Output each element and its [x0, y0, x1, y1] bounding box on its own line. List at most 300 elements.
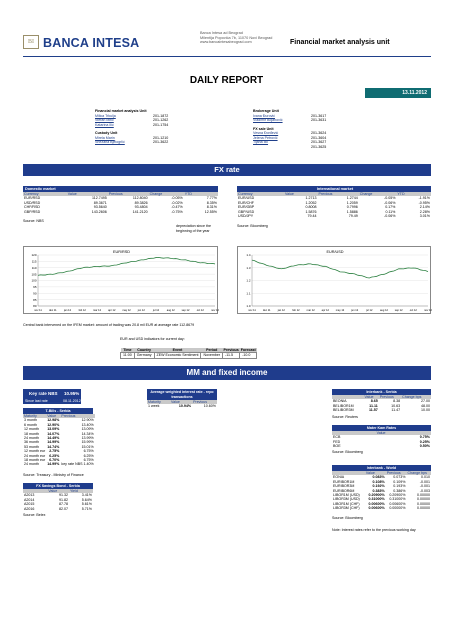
column-header: Period: [206, 348, 218, 352]
weighted-rate-header: Average weighted interest rate - repo transactions: [147, 389, 217, 400]
table-cell: GBP/USD: [238, 209, 255, 214]
international-market-header: International market: [237, 186, 431, 192]
table-cell: 6.75%: [83, 458, 94, 463]
table-cell: -11.5: [223, 353, 240, 358]
contacts-right-heading: FX sale Unit: [253, 126, 274, 131]
x-tick-label: may 12: [122, 309, 131, 312]
y-tick-label: 1.4: [246, 253, 251, 258]
weighted-rate-table: [147, 400, 217, 409]
table-cell: 0.083%: [372, 475, 385, 480]
table-cell: 13.09%: [47, 427, 60, 432]
y-tick-label: 100: [31, 278, 37, 283]
contacts-right: [253, 109, 353, 153]
x-tick-label: jul 12: [152, 309, 160, 312]
table-row: [332, 506, 431, 510]
table-cell: 0.00000%: [389, 506, 406, 511]
interbank-world-table: [332, 471, 431, 511]
table-cell: FED: [333, 439, 341, 444]
fx-indicators-title: EUR and USD indicators for current day:: [120, 337, 185, 341]
key-rate-since: [23, 399, 81, 404]
international-market-table: [237, 192, 431, 218]
x-tick-label: jun 12: [137, 309, 145, 312]
table-cell: 1.2052: [305, 200, 317, 205]
table-cell: 18 month eur: [24, 458, 46, 463]
column-header: YTD: [397, 192, 405, 196]
table-cell: EURIBOR6M: [333, 488, 355, 493]
eur-rsd-chart-svg: [24, 247, 219, 315]
contact-row: [95, 140, 195, 145]
table-row: [121, 353, 257, 358]
table-cell: EONIA: [333, 475, 345, 480]
domestic-market-table: [23, 192, 218, 214]
table-cell: 14.99%: [47, 440, 60, 445]
table-cell: 91.82: [58, 497, 68, 502]
mm-fixed-income-band: MM and fixed income: [23, 366, 431, 380]
x-tick-label: apr 12: [108, 309, 116, 312]
contact-name-link[interactable]: Vladimir Bojanović: [253, 118, 283, 122]
table-cell: key rate NBS 1.40%: [61, 462, 94, 467]
column-header: Previous: [379, 395, 394, 399]
table-cell: 91.32: [58, 493, 68, 498]
table-cell: CHF/RSD: [24, 205, 40, 210]
x-tick-label: mar 12: [92, 309, 102, 312]
table-cell: 6.75%: [83, 449, 94, 454]
report-title: DAILY REPORT: [189, 75, 264, 86]
table-cell: 0.00000: [417, 493, 430, 498]
address-line: www.bancaintesabeograd.com: [200, 40, 252, 45]
x-tick-label: apr 12: [321, 309, 330, 312]
x-tick-label: nov 12: [211, 309, 219, 312]
table-cell: LIBOR1M (CHF): [333, 501, 360, 506]
x-tick-label: jan 12: [63, 309, 72, 312]
table-cell: 0.00000: [417, 501, 430, 506]
table-cell: 5.61%: [81, 502, 92, 507]
table-cell: EUR/GBP: [238, 205, 255, 210]
table-cell: 14.34%: [81, 431, 94, 436]
table-row: [23, 449, 95, 453]
table-cell: 8.38: [393, 399, 401, 404]
table-cell: 0.75%: [419, 435, 430, 440]
key-rate-since-date: 08.11.2012: [63, 399, 81, 403]
table-cell: 12.98%: [47, 418, 60, 423]
international-source: Source: Bloomberg: [237, 224, 268, 228]
table-cell: 1.2059: [346, 200, 358, 205]
interbank-world-source: Source: Bloomberg: [332, 516, 363, 520]
table-cell: 5.64%: [81, 497, 92, 502]
chart-title: EUR/USD: [326, 250, 344, 254]
eur-usd-chart: [237, 246, 431, 314]
table-cell: EURIBOR1M: [333, 479, 355, 484]
column-header: Value: [171, 400, 180, 404]
table-cell: 48.00: [421, 403, 430, 408]
interbank-serbia-source: Source: Reuters: [332, 415, 358, 419]
table-cell: 14.49%: [47, 436, 60, 441]
table-cell: 5.71%: [81, 506, 92, 511]
table-cell: 24 month: [24, 436, 39, 441]
table-cell: BOE: [333, 444, 341, 449]
y-tick-label: 1.1: [246, 291, 251, 296]
table-cell: LIBOR1M (USD): [333, 493, 360, 498]
column-header: Value: [284, 192, 294, 196]
x-tick-label: oct 12: [409, 309, 417, 312]
table-cell: 12.90%: [81, 418, 94, 423]
table-cell: 11.47: [391, 408, 401, 413]
table-cell: 14.07%: [47, 431, 60, 436]
table-cell: -1.91%: [418, 196, 430, 201]
column-header: Value: [376, 431, 386, 435]
column-header: Value: [48, 489, 58, 493]
table-cell: ECB: [333, 435, 341, 440]
table-cell: 10.94%: [178, 404, 192, 409]
table-cell: 14.74%: [47, 444, 60, 449]
x-tick-label: nov 12: [424, 309, 432, 312]
contact-phone: 201-3622: [153, 140, 169, 144]
table-cell: 0.11%: [385, 209, 396, 214]
x-tick-label: dec 11: [262, 309, 271, 312]
table-cell: -0.001: [419, 484, 430, 489]
contact-phone: 201-1872: [153, 113, 169, 118]
x-tick-label: dec 11: [48, 309, 57, 312]
table-cell: 93.5640: [93, 205, 107, 210]
table-cell: 36 month: [24, 440, 39, 445]
table-cell: 0.010: [421, 475, 430, 480]
column-header: Country: [137, 348, 152, 352]
column-header: Change: [359, 192, 373, 196]
table-cell: -0.47%: [171, 205, 183, 210]
x-tick-label: feb 12: [78, 309, 86, 312]
contact-name-link[interactable]: Mirela Marin: [95, 135, 115, 140]
table-cell: BELIBOR1M: [333, 403, 354, 408]
y-tick-label: 1.0: [246, 304, 251, 309]
column-header: Previous: [386, 471, 401, 475]
table-cell: -0.95%: [418, 200, 430, 205]
column-header: Change bps: [402, 395, 422, 399]
table-cell: 11.57: [368, 408, 378, 413]
report-date: 13.11.2012: [365, 88, 431, 98]
contact-name-link[interactable]: Tijana Ilić: [253, 140, 269, 144]
interest-rate-note: Note: Interest rates refer to the previous working day: [332, 528, 416, 532]
table-cell: GBP/RSD: [24, 209, 41, 214]
table-cell: 1.5886: [346, 209, 358, 214]
table-cell: 1.2744: [346, 196, 358, 201]
header-divider: [23, 56, 431, 57]
table-cell: A2014: [24, 497, 35, 502]
logo-mark: BI: [23, 35, 39, 49]
x-tick-label: aug 12: [166, 309, 175, 312]
table-cell: 112.7495: [91, 196, 107, 201]
x-tick-label: oct 12: [196, 309, 204, 312]
interbank-world-header: Interbank - World: [332, 465, 431, 471]
table-cell: 79.44: [307, 214, 317, 219]
contact-name-link[interactable]: Ivana Đurović: [253, 113, 275, 118]
table-cell: 3.01%: [419, 214, 430, 219]
table-cell: 3 month: [24, 418, 37, 423]
table-cell: 11.11: [369, 403, 378, 408]
table-cell: 0.25%: [419, 439, 430, 444]
table-cell: 12.55%: [204, 209, 217, 214]
y-tick-label: 85: [33, 297, 37, 302]
table-cell: ZEW Economic Sentiment: [154, 353, 201, 358]
domestic-market-header: Domestic market: [23, 186, 218, 192]
eur-rsd-chart: [23, 246, 218, 314]
table-cell: 3.41%: [81, 493, 92, 498]
contact-phone: 201-3617: [311, 113, 327, 118]
table-cell: 0.00600%: [389, 501, 406, 506]
table-cell: 0.00000: [417, 497, 430, 502]
contact-phone: 201-1262: [153, 118, 169, 122]
y-tick-label: 95: [33, 285, 37, 290]
table-cell: 8.31%: [206, 205, 217, 210]
table-cell: 1.2713: [305, 196, 317, 201]
table-cell: 0.20900%: [368, 493, 385, 498]
tbills-source: Source: Treasury - Ministry of Finance: [23, 473, 84, 477]
table-cell: 8.35%: [206, 200, 217, 205]
table-cell: 0.383%: [372, 488, 385, 493]
table-cell: 0.109%: [393, 479, 406, 484]
table-cell: 89.3671: [93, 200, 107, 205]
table-row: [23, 502, 93, 506]
contacts-left-heading: Financial market analysis Unit: [95, 109, 147, 113]
column-header: Previous: [318, 192, 333, 196]
x-tick-label: may 12: [335, 309, 345, 312]
column-header: Maturity: [148, 400, 161, 404]
y-tick-label: 1.3: [246, 265, 251, 270]
table-cell: BELIBOR3M: [333, 408, 354, 413]
contact-phone: 201-3631: [311, 118, 327, 122]
table-cell: 93.4804: [134, 205, 148, 210]
table-cell: 18 month: [24, 431, 39, 436]
y-tick-label: 105: [31, 272, 37, 277]
table-cell: 0.192%: [372, 484, 385, 489]
key-rate-label: Key rate NBS: [29, 391, 58, 396]
y-tick-label: 120: [31, 253, 37, 258]
column-header: YTD: [184, 192, 192, 196]
table-cell: November: [201, 353, 223, 358]
contact-name-link[interactable]: [253, 145, 311, 150]
y-tick-label: 80: [33, 304, 37, 309]
table-cell: USD/JPY: [238, 214, 254, 219]
table-cell: 8.65: [370, 399, 378, 404]
table-cell: 6 month: [24, 422, 37, 427]
table-cell: EUR/RSD: [24, 196, 41, 201]
column-header: Previous: [108, 192, 123, 196]
x-tick-label: mar 12: [306, 309, 315, 312]
column-header: Previous: [223, 348, 239, 352]
table-cell: 0.193%: [393, 484, 406, 489]
contact-phone: 201-1754: [153, 122, 169, 127]
table-cell: 0.50%: [419, 444, 430, 449]
table-cell: -0.02%: [171, 200, 183, 205]
eur-usd-chart-svg: [238, 247, 432, 315]
contact-name-link[interactable]: Stefan Mitić: [95, 118, 114, 122]
table-cell: LIBOR3M (USD): [333, 497, 360, 502]
bank-address: [200, 31, 275, 45]
table-cell: 1 week: [148, 404, 160, 409]
table-row: [237, 214, 431, 218]
table-cell: 15.99%: [81, 440, 94, 445]
table-cell: 0.31000%: [389, 497, 406, 502]
table-cell: 0.31000%: [368, 497, 385, 502]
key-rate-box: [23, 389, 81, 399]
table-row: [23, 462, 95, 466]
table-cell: 6.25%: [49, 453, 60, 458]
table-cell: -0.75%: [171, 209, 183, 214]
x-tick-label: feb 12: [292, 309, 300, 312]
column-header: Previous: [61, 414, 76, 418]
y-tick-label: 1.2: [246, 278, 251, 283]
table-cell: 11:00: [121, 353, 135, 358]
x-tick-label: jan 12: [277, 309, 285, 312]
table-cell: EURIBOR3M: [333, 484, 355, 489]
table-cell: BEONIA: [333, 399, 347, 404]
contacts-right-heading: Brokerage Unit: [253, 109, 279, 113]
contact-phone: 201-3627: [311, 140, 327, 144]
savings-bond-header: FX Savings Bond - Serbia: [23, 483, 93, 489]
contacts-left: [95, 109, 195, 149]
contact-name-link[interactable]: Milica Trkulja: [95, 113, 116, 118]
y-tick-label: 90: [33, 291, 37, 296]
column-header: Yield: [69, 489, 78, 493]
key-rate-value: 10.95%: [64, 391, 80, 396]
mater-rates-source: Source: Bloomberg: [332, 450, 363, 454]
table-cell: -10.0: [240, 353, 257, 358]
column-header: Currency: [238, 192, 253, 196]
table-cell: 112.8040: [132, 196, 148, 201]
table-cell: 53 month: [24, 444, 39, 449]
table-cell: -0.001: [419, 479, 430, 484]
table-cell: -0.05%: [384, 196, 396, 201]
contact-phone: 201-1210: [153, 135, 169, 140]
table-cell: 0.8008: [305, 205, 317, 210]
table-cell: 2.75%: [49, 449, 60, 454]
table-cell: 2.28%: [419, 209, 430, 214]
tbills-table: [23, 414, 95, 467]
table-cell: A2016: [24, 506, 35, 511]
table-cell: 143.2606: [91, 209, 107, 214]
unit-title: Financial market analysis unit: [290, 39, 390, 46]
contact-row: [253, 118, 353, 123]
x-tick-label: aug 12: [380, 309, 388, 312]
contact-phone: 201-3624: [311, 131, 327, 135]
table-cell: 0.108%: [372, 479, 385, 484]
table-cell: LIBOR3M (CHF): [333, 506, 360, 511]
table-row: [23, 507, 93, 511]
interbank-serbia-header: Interbank - Serbia: [332, 389, 431, 395]
column-header: Value: [364, 395, 374, 399]
x-tick-label: jul 12: [366, 309, 373, 312]
table-row: [332, 408, 431, 412]
table-cell: 79.49: [348, 214, 358, 219]
tbills-header: T-Bills - Serbia: [23, 408, 93, 414]
contact-phone: 201-3625: [311, 144, 327, 149]
table-cell: 0.00600%: [368, 506, 385, 511]
x-tick-label: nov 11: [34, 309, 42, 312]
table-cell: 15.01%: [81, 444, 94, 449]
table-cell: 141.2120: [132, 209, 148, 214]
contact-phone: 201-3604: [311, 135, 327, 140]
ytd-footnote: depreciation since the beginning of the year: [176, 224, 211, 233]
column-header: Currency: [24, 192, 39, 196]
fx-indicators-table: [120, 348, 257, 359]
table-cell: 7.77%: [206, 196, 217, 201]
contact-name-link[interactable]: Vesna Đorđević: [253, 131, 279, 135]
column-header: Event: [172, 348, 183, 352]
table-cell: 10.60%: [203, 404, 216, 409]
table-cell: Germany: [134, 353, 154, 358]
column-header: Value: [365, 471, 375, 475]
table-cell: 0.00600%: [368, 501, 385, 506]
contact-name-link[interactable]: Katarina Ilić: [95, 122, 114, 127]
y-tick-label: 115: [31, 259, 37, 264]
contact-row: [95, 123, 195, 128]
series-line: [252, 260, 428, 278]
table-cell: 24 month eur: [24, 453, 46, 458]
contact-name-link[interactable]: Snežana Bjelogrlić: [95, 140, 125, 144]
chart-title: EUR/RSD: [112, 250, 131, 254]
domestic-source: Source: NBS: [23, 219, 44, 223]
x-tick-label: sep 12: [394, 309, 403, 312]
column-header: Value: [47, 414, 57, 418]
contacts-left-heading: Custody Unit: [95, 131, 118, 135]
table-cell: 12 month: [24, 427, 39, 432]
central-bank-note: Central bank intervened on the IFEM market: amount of trading was 20.8 mil EUR at average rate 112.8679: [23, 323, 195, 327]
table-cell: 12 month eur: [24, 449, 46, 454]
savings-source: Source: Belex: [23, 513, 46, 517]
table-cell: 0.386%: [393, 488, 406, 493]
table-row: [147, 404, 217, 408]
table-cell: 0.073%: [393, 475, 406, 480]
x-tick-label: nov 11: [248, 309, 256, 312]
table-cell: -0.05%: [171, 196, 183, 201]
table-cell: -0.003: [419, 488, 430, 493]
bank-logo: [23, 32, 173, 52]
contact-row: [253, 145, 353, 150]
table-cell: USD/RSD: [24, 200, 41, 205]
column-header: Time: [123, 348, 132, 352]
mater-rates-header: Mater Kam Rates: [332, 425, 431, 431]
bank-name: BANCA INTESA: [43, 36, 140, 50]
column-header: Forecast: [240, 348, 256, 352]
column-header: Change: [149, 192, 163, 196]
savings-bond-table: [23, 489, 93, 511]
table-cell: 6.70%: [49, 458, 60, 463]
table-cell: 2.14%: [419, 205, 430, 210]
column-header: Previous: [193, 400, 208, 404]
column-header: Maturity: [24, 414, 37, 418]
table-cell: -0.06%: [384, 214, 396, 219]
x-tick-label: jun 12: [351, 309, 359, 312]
table-cell: 13.40%: [81, 422, 94, 427]
address-line: Banca Intesa ad Beograd: [200, 31, 243, 35]
y-tick-label: 110: [31, 265, 37, 270]
table-cell: 0.17%: [385, 205, 396, 210]
fx-rate-band: FX rate: [23, 164, 431, 176]
table-cell: 0.20900%: [389, 493, 406, 498]
table-cell: 13.09%: [81, 427, 94, 432]
table-cell: 89.3826: [134, 200, 148, 205]
x-tick-label: sep 12: [181, 309, 190, 312]
table-row: [332, 444, 431, 448]
interbank-serbia-table: [332, 395, 431, 413]
column-header: Change bps: [407, 471, 427, 475]
table-cell: 10.63: [391, 403, 401, 408]
contact-name-link[interactable]: Jelena Petrović: [253, 135, 278, 140]
table-cell: -0.06%: [384, 200, 396, 205]
table-cell: 14.99%: [47, 462, 60, 467]
table-cell: 10.00: [421, 408, 430, 413]
column-header: Value: [67, 192, 77, 196]
address-line: Milentija Popovića 7b, 11070 Novi Beograd: [200, 35, 273, 40]
